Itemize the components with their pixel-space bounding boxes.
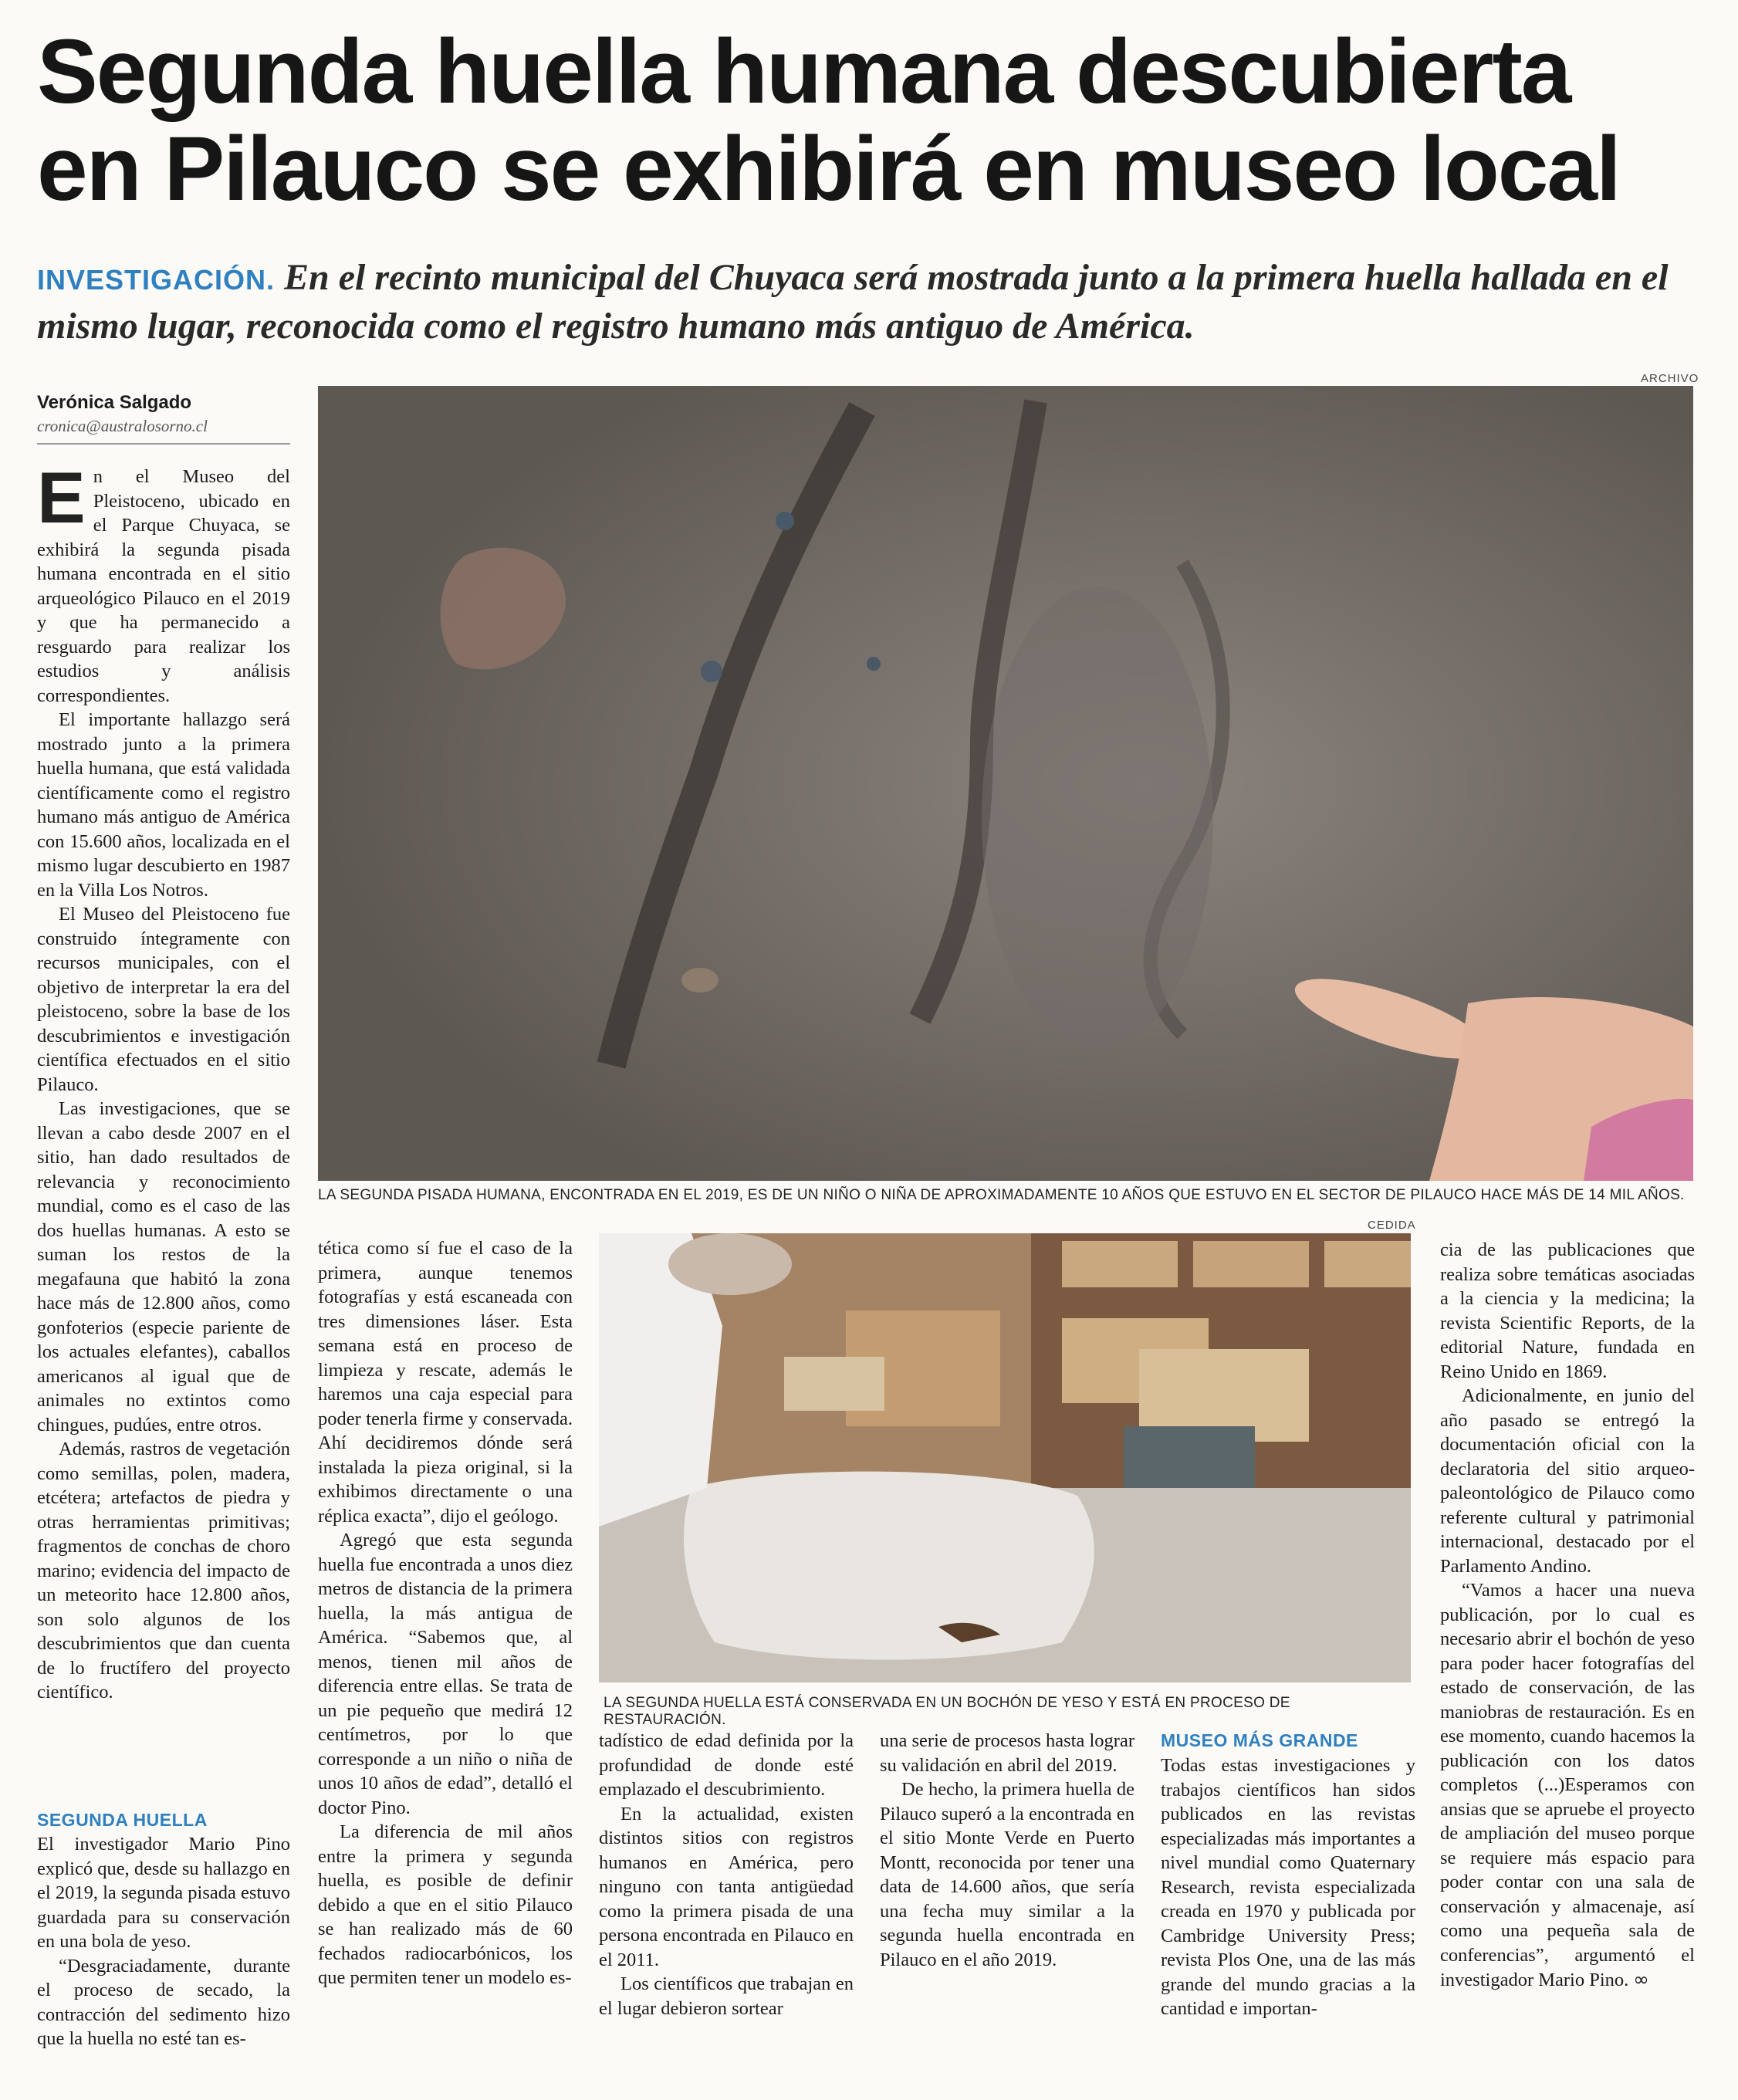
- restoration-illustration: [599, 1233, 1411, 1682]
- col6-paragraph-3: [1440, 1578, 1695, 1993]
- headline: Segunda huella humana descubierta en Pilauco se exhibirá en museo local: [37, 21, 1620, 220]
- col3-paragraph-1: tadístico de edad definida por la profundidad de donde esté emplazado el descubrimiento.: [599, 1730, 854, 1800]
- col5-paragraph-1: Todas estas investigaciones y trabajos científicos han sidos publicados en las revistas especializadas más importantes a nivel mundial como Quaternary Research, revista especializada creada en 1970 y publicada por Cambridge University Press; revista Plos One, una de las más grande del mundo gracias a la cantidad e importan-: [1161, 1755, 1415, 2019]
- col1-p1-text: n el Museo del Pleistoceno, ubicado en el Parque Chuyaca, se exhibirá la segunda pisada humana encontrada en el sitio arqueológico Pilauco en el 2019 y que ha permanecido a resguardo para realizar los estudios y análisis correspondientes.: [37, 466, 290, 706]
- kicker: INVESTIGACIÓN.: [37, 264, 276, 296]
- col1-paragraph-4: Las investigaciones, que se llevan a cabo desde 2007 en el sitio, han dado resultados de relevancia y reconocimiento mundial, como es el caso de las dos huellas humanas. A esto se suman los restos de la megafauna que habitó la zona hace más de 12.800 años, como gonfoterios (especie pariente de los actuales elefantes), caballos americanos al igual que de animales no extintos como chingues, pudúes, entre otros.: [37, 1098, 290, 1436]
- column-2: [318, 1236, 573, 1990]
- col4-paragraph-2: De hecho, la primera huella de Pilauco superó a la encontrada en el sitio Monte Verde en Puerto Montt, reconocida por tener una data de 14.600 años, que sería una fecha muy similar a la segunda huella encontrada en Pilauco en el año 2019.: [880, 1779, 1134, 1970]
- byline-rule: [37, 443, 290, 445]
- subhead-segunda-huella: SEGUNDA HUELLA: [37, 1810, 208, 1830]
- photo2-caption: LA SEGUNDA HUELLA ESTÁ CONSERVADA EN UN BOCHÓN DE YESO Y ESTÁ EN PROCESO DE RESTAURACIÓN.: [604, 1695, 1290, 1728]
- byline-email: cronica@australosorno.cl: [37, 417, 208, 435]
- col2-paragraph-1: tética como sí fue el caso de la primera, aunque tenemos fotografías y está escaneada con tres dimensiones láser. Esta semana está en proceso de limpieza y rescate, además le haremos una caja especial para poder tenerla firme y conservada. Ahí decidiremos dónde será instalada la pieza original, si la exhibimos directamente o una réplica exacta”, dijo el geólogo.: [318, 1238, 573, 1527]
- col6-p3-text: “Vamos a hacer una nueva publicación, por lo cual es necesario abrir el bochón de yeso para poder hacer fotografías del estado de conservación, de las maniobras de restauración. Es en ese momento, cuando hacemos la publicación con los datos completos (...)Esperamos con ansias que se apruebe el proyecto de ampliación del museo porque se requiere más espacio para poder contar con una sala de conservación y almacenaje, así como una pequeña sala de conferencias”, argumentó el investigador Mario Pino.: [1440, 1580, 1695, 1990]
- lede-text: En el recinto municipal del Chuyaca será mostrada junto a la primera huella hallada en el mismo lugar, reconocida como el registro humano más antiguo de América.: [37, 257, 1669, 347]
- byline-author: Verónica Salgado: [37, 392, 192, 413]
- lede: [37, 255, 1704, 350]
- restoration-photo: [599, 1233, 1411, 1682]
- col4-paragraph-1: una serie de procesos hasta lograr su validación en abril del 2019.: [880, 1730, 1134, 1776]
- col1-paragraph-2: El importante hallazgo será mostrado junto a la primera huella humana, que está validada científicamente como el registro humano más antiguo de América con 15.600 años, localizada en el mismo lugar descubierto en 1987 en la Villa Los Notros.: [37, 709, 290, 901]
- column-1-continued: [37, 1832, 290, 2051]
- subhead-museo-mas-grande: MUSEO MÁS GRANDE: [1161, 1730, 1358, 1750]
- footprint-photo: [318, 386, 1693, 1181]
- col1-paragraph-1: [37, 457, 290, 708]
- column-5: [1161, 1753, 1415, 2021]
- col3-paragraph-2: En la actualidad, existen distintos sitios con registros humanos en América, pero ninguno con tanta antigüedad como la primera pisada de una persona encontrada en Pilauco en el 2011.: [599, 1803, 854, 1970]
- col1-paragraph-3: El Museo del Pleistoceno fue construido íntegramente con recursos municipales, con el objetivo de interpretar la era del pleistoceno, sobre la base de los descubrimientos e investigación científica efectuados en el sitio Pilauco.: [37, 904, 290, 1095]
- column-1: [37, 457, 290, 1705]
- col2-paragraph-2: Agregó que esta segunda huella fue encontrada a unos diez metros de distancia de la primera huella, la más antigua de América. “Sabemos que, al menos, tienen mil años de diferencia entre ellas. Se trata de un pie pequeño que medirá 12 centímetros, por lo que corresponde a un niño o niña de unos 10 años de edad”, detalló el doctor Pino.: [318, 1530, 573, 1818]
- column-6: [1440, 1238, 1695, 1993]
- footprint-illustration: [318, 386, 1693, 1181]
- col2-paragraph-3: La diferencia de mil años entre la primera y segunda huella, es posible de definir debido a que en el sitio Pilauco se han realizado más de 60 fechados radiocarbónicos, los que permiten tener un modelo es-: [318, 1821, 573, 1988]
- end-mark-icon: ∞: [1633, 1968, 1649, 1990]
- col1-paragraph-6: El investigador Mario Pino explicó que, desde su hallazgo en el 2019, la segunda pisada estuvo guardada para su conservación en una bola de yeso.: [37, 1834, 290, 1952]
- photo2-credit: CEDIDA: [1368, 1219, 1416, 1232]
- col1-paragraph-7: “Desgraciadamente, durante el proceso de secado, la contracción del sedimento hizo que la huella no esté tan es-: [37, 1955, 290, 2049]
- dropcap: E: [37, 457, 86, 538]
- col6-paragraph-2: Adicionalmente, en junio del año pasado se entregó la documentación oficial con la declaratoria del sitio arqueo-paleontológico de Pilauco como referente cultural y patrimonial internacional, destacado por el Parlamento Andino.: [1440, 1385, 1695, 1577]
- photo1-credit: ARCHIVO: [1641, 372, 1699, 385]
- col1-paragraph-5: Además, rastros de vegetación como semillas, polen, madera, etcétera; artefactos de piedra y otras herramientas primitivas; fragmentos de conchas de choro marino; evidencia del impacto de un meteorito hace 12.800 años, son solo algunos de los descubrimientos que dan cuenta de lo fructífero del proyecto científico.: [37, 1439, 290, 1703]
- column-3: [599, 1729, 854, 2021]
- col3-paragraph-3: Los científicos que trabajan en el lugar debieron sortear: [599, 1973, 854, 2019]
- col6-paragraph-1: cia de las publicaciones que realiza sobre temáticas asociadas a la ciencia y la medicina; la revista Scientific Reports, de la editorial Nature, fundada en Reino Unido en 1869.: [1440, 1239, 1695, 1382]
- photo1-caption: LA SEGUNDA PISADA HUMANA, ENCONTRADA EN EL 2019, ES DE UN NIÑO O NIÑA DE APROXIMADAMENTE 10 AÑOS QUE ESTUVO EN EL SECTOR DE PILAUCO HACE MÁS DE 14 MIL AÑOS.: [318, 1187, 1685, 1203]
- column-4: [880, 1729, 1134, 1972]
